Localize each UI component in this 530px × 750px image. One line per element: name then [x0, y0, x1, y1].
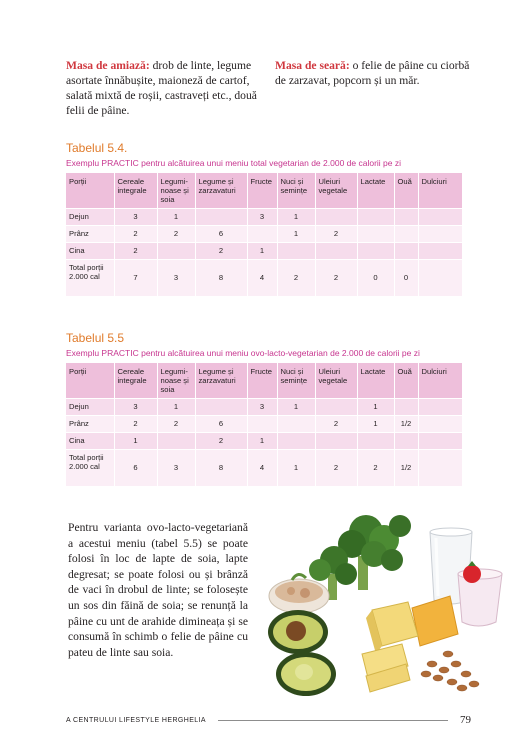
col-header: Lactate	[357, 173, 394, 208]
table-cell	[277, 415, 315, 432]
col-header: Legume și zarzavaturi	[195, 363, 247, 398]
table-cell	[357, 242, 394, 259]
row-label: Cina	[66, 242, 114, 259]
lunch-text: drob de linte, legume asortate înnăbușite, maioneză de cartof, salată mixtă de roșii, castraveți etc., două felii de pâine.	[66, 59, 257, 117]
table-cell: 2	[114, 225, 157, 242]
table-cell: 1	[357, 415, 394, 432]
col-header: Porții	[66, 173, 114, 208]
table-cell	[357, 225, 394, 242]
table-cell	[315, 208, 357, 225]
table-cell	[394, 432, 418, 449]
table-cell: 1	[157, 398, 195, 415]
table-cell: 8	[195, 449, 247, 486]
table-cell: 2	[315, 449, 357, 486]
table-cell	[418, 449, 463, 486]
table-cell: 3	[247, 208, 277, 225]
row-label: Cina	[66, 432, 114, 449]
col-header: Nuci și semințe	[277, 173, 315, 208]
col-header: Nuci și semințe	[277, 363, 315, 398]
table-cell	[315, 242, 357, 259]
table-cell	[315, 432, 357, 449]
table-title: Tabelul 5.5	[66, 331, 125, 345]
table-row	[66, 432, 463, 449]
footer-publisher-text: A CENTRULUI LIFESTYLE HERGHELIA	[66, 716, 206, 724]
table-cell: 3	[247, 398, 277, 415]
col-header: Lactate	[357, 363, 394, 398]
col-header: Legumi- noase și soia	[157, 173, 195, 208]
col-header: Ouă	[394, 173, 418, 208]
page-footer	[66, 714, 471, 726]
table-cell	[394, 225, 418, 242]
dinner-paragraph	[275, 58, 471, 118]
table-cell: 2	[157, 225, 195, 242]
yogurt-cup-image	[458, 561, 502, 626]
row-label: Dejun	[66, 208, 114, 225]
col-header: Porții	[66, 363, 114, 398]
table-cell	[357, 432, 394, 449]
table-cell: 2	[357, 449, 394, 486]
table-cell	[418, 225, 463, 242]
table-cell	[247, 415, 277, 432]
table-cell: 1	[157, 208, 195, 225]
table-caption: Exemplu PRACTIC pentru alcătuirea unui meniu total vegetarian de 2.000 de calorii pe zi	[66, 158, 401, 168]
table-cell	[315, 398, 357, 415]
table-cell	[394, 242, 418, 259]
table-cell	[247, 225, 277, 242]
table-cell: 8	[195, 259, 247, 296]
table-cell	[418, 208, 463, 225]
menu-table-total-vegetarian	[66, 173, 463, 296]
table-cell	[394, 208, 418, 225]
table-cell: 1	[277, 449, 315, 486]
table-cell: 1	[277, 398, 315, 415]
table-cell	[157, 242, 195, 259]
table-row	[66, 225, 463, 242]
table-cell: 2	[114, 242, 157, 259]
row-label: Dejun	[66, 398, 114, 415]
ovo-lacto-note-paragraph: Pentru varianta ovo-lacto-vegetariană a acestui meniu (tabel 5.5) se poate folosi în loc de lapte de soia, lapte degresat; se poate folosi ou și brânză de vaci în drobul de linte; se folosește un sos din făină de soia; se renunță la pâine cu unt de arahide dimineața și se consumă în schimb o felie de pâine cu pateu de linte sau soia.	[68, 521, 248, 659]
table-cell	[394, 398, 418, 415]
table-title: Tabelul 5.4.	[66, 141, 128, 155]
col-header: Cereale integrale	[114, 363, 157, 398]
table-cell: 2	[315, 415, 357, 432]
table-cell	[357, 208, 394, 225]
table-5-4	[66, 141, 466, 296]
table-caption: Exemplu PRACTIC pentru alcătuirea unui meniu ovo-lacto-vegetarian de 2.000 de calorii pe zi	[66, 348, 420, 358]
table-cell: 6	[195, 415, 247, 432]
cheese-cube-image	[362, 602, 418, 692]
table-total-row	[66, 449, 463, 486]
table-cell: 7	[114, 259, 157, 296]
page-number: 79	[460, 714, 471, 726]
table-header-row	[66, 173, 463, 208]
table-cell	[157, 432, 195, 449]
dinner-text: o felie de pâine cu ciorbă de zarzavat, popcorn și un măr.	[275, 59, 470, 87]
table-cell: 4	[247, 449, 277, 486]
table-cell	[418, 242, 463, 259]
row-label: Prânz	[66, 225, 114, 242]
table-cell	[195, 398, 247, 415]
table-cell: 3	[114, 398, 157, 415]
table-cell: 1/2	[394, 449, 418, 486]
table-cell	[418, 259, 463, 296]
col-header: Cereale integrale	[114, 173, 157, 208]
table-cell: 2	[315, 259, 357, 296]
table-row	[66, 398, 463, 415]
healthy-food-illustration	[262, 504, 506, 700]
dinner-label: Masa de seară:	[275, 59, 350, 72]
table-cell: 1	[277, 208, 315, 225]
col-header: Ouă	[394, 363, 418, 398]
col-header: Uleiuri vegetale	[315, 173, 357, 208]
table-row	[66, 208, 463, 225]
row-label: Total porții 2.000 cal	[66, 449, 114, 486]
table-cell: 2	[114, 415, 157, 432]
col-header: Dulciuri	[418, 363, 463, 398]
col-header: Dulciuri	[418, 173, 463, 208]
table-5-5	[66, 331, 466, 486]
lunch-label: Masa de amiază:	[66, 59, 150, 72]
table-cell	[277, 432, 315, 449]
table-cell	[418, 432, 463, 449]
row-label: Total porții 2.000 cal	[66, 259, 114, 296]
table-cell: 1	[357, 398, 394, 415]
table-cell: 0	[394, 259, 418, 296]
menu-table-ovo-lacto-vegetarian	[66, 363, 463, 486]
table-cell	[195, 208, 247, 225]
table-cell: 1	[277, 225, 315, 242]
table-cell: 6	[195, 225, 247, 242]
table-cell: 1	[247, 242, 277, 259]
table-cell: 3	[157, 259, 195, 296]
table-row	[66, 242, 463, 259]
cheddar-cheese-image	[412, 596, 458, 646]
table-cell	[418, 398, 463, 415]
table-cell: 2	[195, 432, 247, 449]
table-cell: 6	[114, 449, 157, 486]
table-cell: 3	[114, 208, 157, 225]
table-cell: 2	[315, 225, 357, 242]
table-cell: 2	[277, 259, 315, 296]
col-header: Fructe	[247, 173, 277, 208]
lunch-paragraph	[66, 58, 263, 118]
table-cell	[418, 415, 463, 432]
table-cell: 4	[247, 259, 277, 296]
footer-divider	[218, 720, 448, 721]
table-header-row	[66, 363, 463, 398]
table-cell: 0	[357, 259, 394, 296]
col-header: Legumi- noase și soia	[157, 363, 195, 398]
table-cell: 1/2	[394, 415, 418, 432]
table-total-row	[66, 259, 463, 296]
col-header: Fructe	[247, 363, 277, 398]
table-row	[66, 415, 463, 432]
table-cell: 2	[195, 242, 247, 259]
row-label: Prânz	[66, 415, 114, 432]
meal-columns	[66, 58, 471, 118]
col-header: Uleiuri vegetale	[315, 363, 357, 398]
col-header: Legume și zarzavaturi	[195, 173, 247, 208]
table-cell: 2	[157, 415, 195, 432]
table-cell: 3	[157, 449, 195, 486]
almonds-image	[421, 651, 479, 691]
table-cell	[277, 242, 315, 259]
table-cell: 1	[114, 432, 157, 449]
avocado-image	[268, 610, 336, 696]
table-cell: 1	[247, 432, 277, 449]
